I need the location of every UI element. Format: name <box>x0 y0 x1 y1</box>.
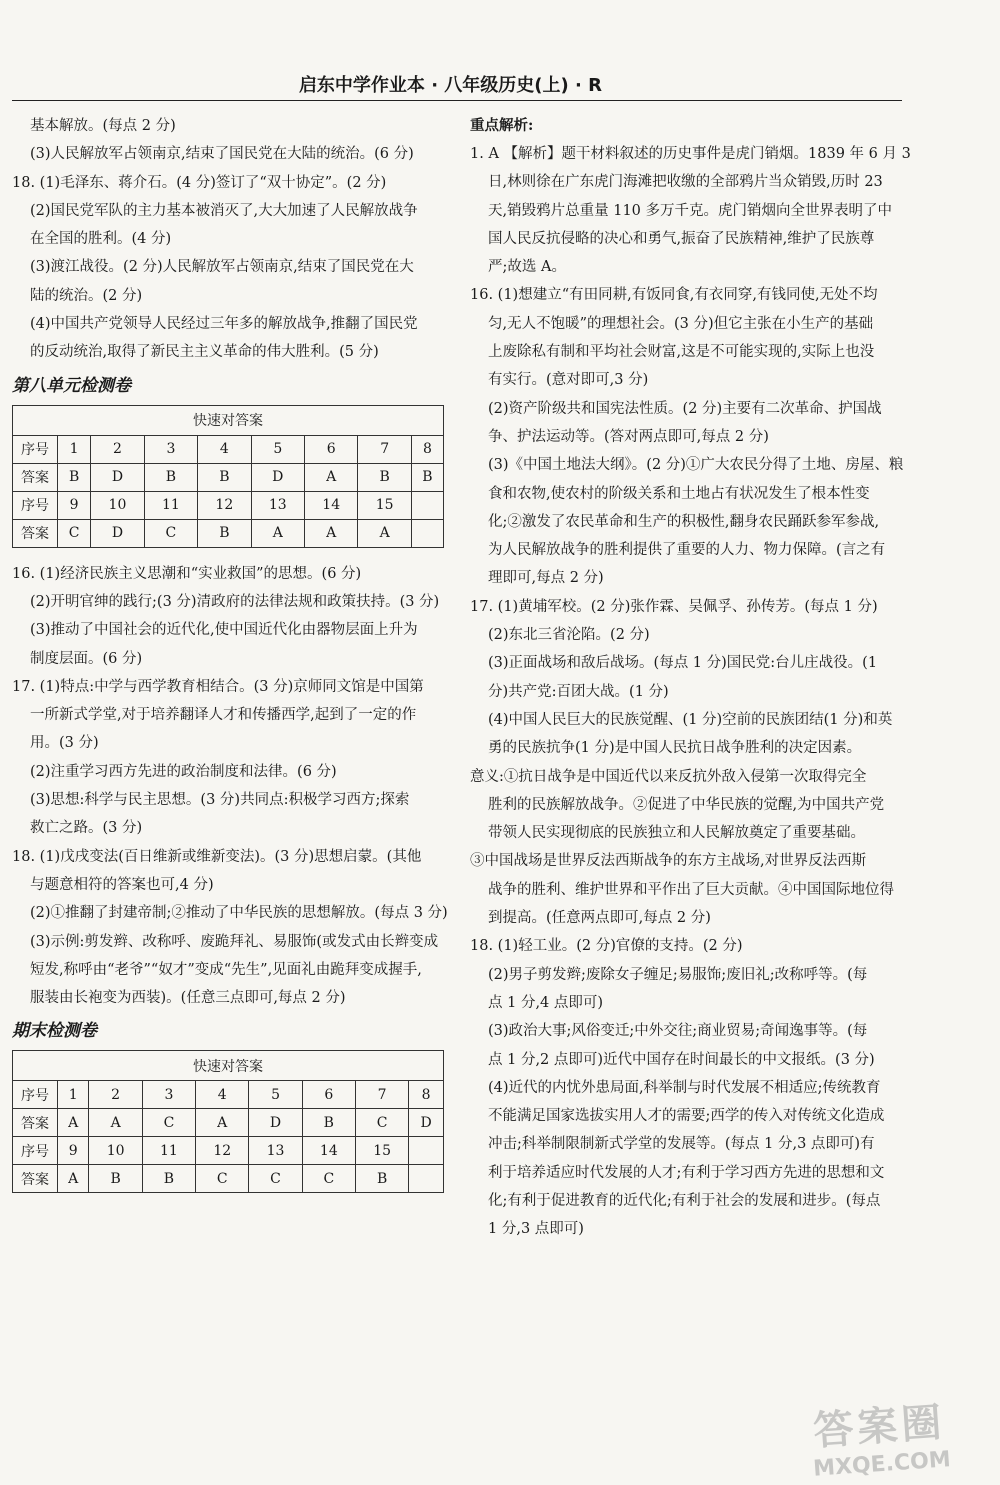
watermark-url: MXQE.COM <box>812 1447 952 1482</box>
text-line: 匀,无人不饱暖”的理想社会。(3 分)但它主张在小生产的基础 <box>488 315 874 332</box>
answer-block-unit7 <box>12 112 444 367</box>
question-number-row <box>13 491 444 519</box>
text-line: 胜利的民族解放战争。②促进了中华民族的觉醒,为中国共产党 <box>488 796 885 813</box>
text-line: 点 1 分,4 点即可) <box>488 994 604 1011</box>
row-label: 序号 <box>13 1081 58 1109</box>
question-number-row <box>13 1081 444 1109</box>
row-label: 答案 <box>13 519 58 547</box>
table-cell: 12 <box>198 491 251 519</box>
table-cell: C <box>144 519 197 547</box>
text-line: 到提高。(任意两点即可,每点 2 分) <box>488 910 711 927</box>
watermark-text: 答案圈 <box>811 1399 947 1455</box>
text-line: (3)思想:科学与民主思想。(3 分)共同点:积极学习西方;探索 <box>30 792 410 809</box>
text-line: 食和农物,使农村的阶级关系和土地占有状况发生了根本性变 <box>488 485 870 502</box>
table-cell: C <box>302 1165 355 1193</box>
text-line: 用。(3 分) <box>30 735 99 752</box>
text-line: (3)人民解放军占领南京,结束了国民党在大陆的统治。(6 分) <box>30 146 414 163</box>
text-line: (2)东北三省沦陷。(2 分) <box>488 627 650 644</box>
table-cell: 14 <box>302 1137 355 1165</box>
table-cell: A <box>58 1109 89 1137</box>
text-line: 的反动统治,取得了新民主主义革命的伟大胜利。(5 分) <box>30 344 379 361</box>
table-cell: 10 <box>89 1137 142 1165</box>
right-column <box>470 112 911 1244</box>
text-line: (2)①推翻了封建帝制;②推动了中华民族的思想解放。(每点 3 分) <box>30 905 448 922</box>
table-cell: 5 <box>249 1081 302 1109</box>
table-cell: 14 <box>305 491 358 519</box>
text-line: (3)示例:剪发辫、改称呼、废跪拜礼、易服饰(或发式由长辫变成 <box>30 933 439 950</box>
table-cell: C <box>249 1165 302 1193</box>
text-line: 16. (1)经济民族主义思潮和“实业救国”的思想。(6 分) <box>12 565 362 582</box>
watermark-logo <box>767 1387 992 1484</box>
text-line: 带领人民实现彻底的民族独立和人民解放奠定了重要基础。 <box>488 825 865 842</box>
text-line: 勇的民族抗争(1 分)是中国人民抗日战争胜利的决定因素。 <box>488 740 862 757</box>
text-line: 救亡之路。(3 分) <box>30 820 143 837</box>
header-title: 启东中学作业本 · 八年级历史(上) · R <box>298 75 602 96</box>
text-line: 在全国的胜利。(4 分) <box>30 231 172 248</box>
table-cell: B <box>142 1165 195 1193</box>
table-cell: B <box>144 463 197 491</box>
table-cell: 13 <box>251 491 304 519</box>
row-label: 答案 <box>13 1109 58 1137</box>
table-cell: 1 <box>58 1081 89 1109</box>
table-cell <box>411 491 443 519</box>
text-line: 陆的统治。(2 分) <box>30 287 143 304</box>
table-cell: A <box>196 1109 249 1137</box>
table-cell: 2 <box>91 435 144 463</box>
table-cell: B <box>355 1165 408 1193</box>
unit8-answer-table <box>12 405 444 548</box>
text-line: 17. (1)黄埔军校。(2 分)张作霖、吴佩孚、孙传芳。(每点 1 分) <box>470 598 878 615</box>
table-cell: 9 <box>58 491 91 519</box>
final-exam-title: 期末检测卷 <box>12 1021 97 1042</box>
answer-row <box>13 1165 444 1193</box>
text-line: (3)《中国土地法大纲》。(2 分)①广大农民分得了土地、房屋、粮 <box>488 457 904 474</box>
text-line: 18. (1)毛泽东、蒋介石。(4 分)签订了“双十协定”。(2 分) <box>12 174 387 191</box>
text-line: (2)男子剪发辫;废除女子缠足;易服饰;废旧礼;改称呼等。(每 <box>488 966 868 983</box>
table-cell: 12 <box>196 1137 249 1165</box>
answer-row <box>13 463 444 491</box>
table-cell: 3 <box>142 1081 195 1109</box>
text-line: (4)近代的内忧外患局面,科举制与时代发展不相适应;传统教育 <box>488 1079 881 1096</box>
text-line: 16. (1)想建立“有田同耕,有饭同食,有衣同穿,有钱同使,无处不均 <box>470 287 878 304</box>
row-label: 序号 <box>13 435 58 463</box>
text-line: 分)共产党:百团大战。(1 分) <box>488 683 669 700</box>
table-cell: B <box>198 463 251 491</box>
table-cell: 5 <box>251 435 304 463</box>
final-answer-table <box>12 1050 444 1193</box>
table-cell: 7 <box>358 435 411 463</box>
table-cell: D <box>91 463 144 491</box>
table-cell: C <box>142 1109 195 1137</box>
question-number-row <box>13 1137 444 1165</box>
table-cell: 6 <box>305 435 358 463</box>
table-cell: 3 <box>144 435 197 463</box>
answer-block-unit8 <box>12 560 448 1013</box>
text-line: ③中国战场是世界反法西斯战争的东方主战场,对世界反法西斯 <box>470 853 867 870</box>
table-cell: 11 <box>144 491 197 519</box>
text-line: 国人民反抗侵略的决心和勇气,振奋了民族精神,维护了民族尊 <box>488 230 875 247</box>
text-line: (3)政治大事;风俗变迁;中外交往;商业贸易;奇闻逸事等。(每 <box>488 1023 868 1040</box>
table-cell <box>409 1165 444 1193</box>
table-cell: C <box>355 1109 408 1137</box>
table-cell: 2 <box>89 1081 142 1109</box>
table-cell: D <box>249 1109 302 1137</box>
text-line: (4)中国人民巨大的民族觉醒、(1 分)空前的民族团结(1 分)和英 <box>488 711 893 728</box>
text-line: 理即可,每点 2 分) <box>488 570 604 587</box>
table-cell: A <box>358 519 411 547</box>
table-cell: A <box>251 519 304 547</box>
row-label: 答案 <box>13 463 58 491</box>
text-line: 战争的胜利、维护世界和平作出了巨大贡献。④中国国际地位得 <box>488 881 894 898</box>
page-header <box>12 76 902 101</box>
table-cell: 1 <box>58 435 91 463</box>
table-cell: B <box>58 463 91 491</box>
table-cell: A <box>305 463 358 491</box>
text-line: (2)国民党军队的主力基本被消灭了,大大加速了人民解放战争 <box>30 202 418 219</box>
text-line: 1. A 【解析】题干材料叙述的历史事件是虎门销烟。1839 年 6 月 3 <box>470 146 911 162</box>
text-line: 利于培养适应时代发展的人才;有利于学习西方先进的思想和文 <box>488 1164 885 1181</box>
text-line: 化;有利于促进教育的近代化;有利于社会的发展和进步。(每点 <box>488 1192 881 1209</box>
text-line: (4)中国共产党领导人民经过三年多的解放战争,推翻了国民党 <box>30 316 418 333</box>
table-cell: 10 <box>91 491 144 519</box>
text-line: 化;②激发了农民革命和生产的积极性,翻身农民踊跃参军参战, <box>488 513 880 530</box>
text-line: (3)渡江战役。(2 分)人民解放军占领南京,结束了国民党在大 <box>30 259 414 276</box>
table-cell: B <box>89 1165 142 1193</box>
table-cell: D <box>409 1109 444 1137</box>
text-line: 18. (1)戊戌变法(百日维新或维新变法)。(3 分)思想启蒙。(其他 <box>12 848 422 865</box>
text-line: 冲击;科举制限制新式学堂的发展等。(每点 1 分,3 点即可)有 <box>488 1136 875 1153</box>
left-column <box>12 112 448 1205</box>
text-line: (2)开明官绅的践行;(3 分)清政府的法律法规和政策扶持。(3 分) <box>30 593 440 610</box>
answer-row <box>13 1109 444 1137</box>
table-cell: B <box>358 463 411 491</box>
table-cell: C <box>196 1165 249 1193</box>
text-line: (3)推动了中国社会的近代化,使中国近代化由器物层面上升为 <box>30 622 418 639</box>
text-line: 18. (1)轻工业。(2 分)官僚的支持。(2 分) <box>470 938 743 955</box>
text-line: 制度层面。(6 分) <box>30 650 143 667</box>
answer-row <box>13 519 444 547</box>
table-cell: 8 <box>411 435 443 463</box>
text-line: 天,销毁鸦片总重量 110 多万千克。虎门销烟向全世界表明了中 <box>488 202 893 219</box>
table-cell: D <box>91 519 144 547</box>
table-cell: 9 <box>58 1137 89 1165</box>
table-caption: 快速对答案 <box>13 1051 444 1081</box>
text-line: 短发,称呼由“老爷”“奴才”变成“先生”,见面礼由跪拜变成握手, <box>30 961 422 978</box>
text-line: 意义:①抗日战争是中国近代以来反抗外敌入侵第一次取得完全 <box>470 768 867 785</box>
unit8-title: 第八单元检测卷 <box>12 375 131 396</box>
table-cell: C <box>58 519 91 547</box>
text-line: 17. (1)特点:中学与西学教育相结合。(3 分)京师同文馆是中国第 <box>12 678 424 695</box>
text-line: (2)资产阶级共和国宪法性质。(2 分)主要有二次革命、护国战 <box>488 400 882 417</box>
text-line: 严;故选 A。 <box>488 259 566 276</box>
table-cell: 4 <box>196 1081 249 1109</box>
text-line: (2)注重学习西方先进的政治制度和法律。(6 分) <box>30 763 337 780</box>
table-cell <box>409 1137 444 1165</box>
table-caption: 快速对答案 <box>13 405 444 435</box>
text-line: (3)正面战场和敌后战场。(每点 1 分)国民党:台儿庄战役。(1 <box>488 655 878 672</box>
text-line: 服装由长袍变为西装)。(任意三点即可,每点 2 分) <box>30 990 346 1007</box>
table-cell: 15 <box>358 491 411 519</box>
table-cell: B <box>411 463 443 491</box>
table-cell: 8 <box>409 1081 444 1109</box>
table-cell: B <box>198 519 251 547</box>
row-label: 序号 <box>13 1137 58 1165</box>
text-line: 有实行。(意对即可,3 分) <box>488 372 649 389</box>
table-cell: A <box>305 519 358 547</box>
text-line: 基本解放。(每点 2 分) <box>30 118 176 134</box>
text-line: 不能满足国家选拔实用人才的需要;西学的传入对传统文化造成 <box>488 1108 885 1125</box>
key-analysis-title: 重点解析: <box>470 117 534 134</box>
table-cell <box>411 519 443 547</box>
text-line: 点 1 分,2 点即可)近代中国存在时间最长的中文报纸。(3 分) <box>488 1051 875 1068</box>
table-cell: D <box>251 463 304 491</box>
text-line: 上废除私有制和平均社会财富,这是不可能实现的,实际上也没 <box>488 344 875 361</box>
table-cell: B <box>302 1109 355 1137</box>
row-label: 序号 <box>13 491 58 519</box>
text-line: 日,林则徐在广东虎门海滩把收缴的全部鸦片当众销毁,历时 23 <box>488 174 883 191</box>
table-cell: 11 <box>142 1137 195 1165</box>
table-cell: A <box>89 1109 142 1137</box>
table-cell: 15 <box>355 1137 408 1165</box>
row-label: 答案 <box>13 1165 58 1193</box>
text-line: 争、护法运动等。(答对两点即可,每点 2 分) <box>488 428 769 445</box>
question-number-row <box>13 435 444 463</box>
table-cell: 7 <box>355 1081 408 1109</box>
table-cell: 13 <box>249 1137 302 1165</box>
table-cell: 6 <box>302 1081 355 1109</box>
text-line: 与题意相符的答案也可,4 分) <box>30 876 214 893</box>
text-line: 1 分,3 点即可) <box>488 1221 584 1238</box>
text-line: 一所新式学堂,对于培养翻译人才和传播西学,起到了一定的作 <box>30 707 417 724</box>
table-cell: A <box>58 1165 89 1193</box>
key-analysis-block <box>470 140 911 1244</box>
table-cell: 4 <box>198 435 251 463</box>
text-line: 为人民解放战争的胜利提供了重要的人力、物力保障。(言之有 <box>488 542 886 559</box>
